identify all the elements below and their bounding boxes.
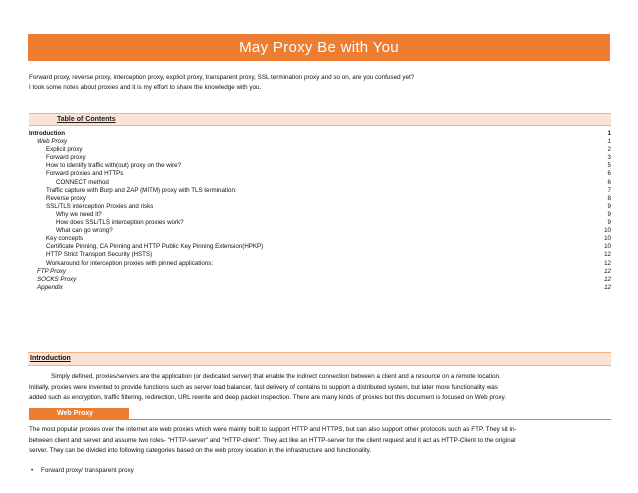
- intro-text: [29, 73, 609, 93]
- web-proxy-heading-rule: [29, 419, 611, 420]
- web-proxy-line-2: between client and server and assume two roles- "HTTP-server" and "HTTP-client". They act like an HTTP-server for the client request and it act as HTTP-Client to the original: [29, 436, 516, 444]
- toc-entry-page: 2: [607, 146, 611, 154]
- toc-entry-page: 1: [607, 138, 611, 146]
- web-proxy-heading: Web Proxy: [57, 410, 94, 417]
- toc-entry-title: Why we need it?: [56, 210, 102, 218]
- bullet-text: Forward proxy/ transparent proxy: [41, 467, 134, 474]
- toc-entry-page: 9: [607, 202, 611, 210]
- toc-entry-page: 10: [604, 243, 611, 251]
- toc-entry[interactable]: [29, 219, 611, 227]
- introduction-body: [29, 372, 609, 404]
- toc-entry-page: 12: [604, 267, 611, 275]
- toc-entry[interactable]: [29, 260, 611, 268]
- toc-entry-title: Forward proxies and HTTPs: [46, 170, 124, 178]
- toc-entry-title: Key concepts: [46, 235, 84, 243]
- web-proxy-heading-bar: [29, 408, 611, 420]
- toc-entry[interactable]: [29, 154, 611, 162]
- toc-entry-page: 10: [604, 235, 611, 243]
- toc-entry[interactable]: [29, 227, 611, 235]
- toc-heading-bar: [29, 113, 611, 126]
- toc-entry-page: 9: [607, 219, 611, 227]
- toc-entry-page: 12: [604, 283, 611, 291]
- toc-entry[interactable]: [29, 138, 611, 146]
- toc-entry[interactable]: [29, 187, 611, 195]
- toc-entry[interactable]: [29, 235, 611, 243]
- introduction-heading: Introduction: [30, 355, 71, 362]
- toc-entry[interactable]: [29, 284, 611, 292]
- toc-entry-page: 10: [604, 227, 611, 235]
- intro-line-2: I took some notes about proxies and it is my effort to share the knowledge with you.: [29, 84, 262, 91]
- toc-entry-page: 12: [604, 259, 611, 267]
- toc-entry[interactable]: [29, 130, 611, 138]
- toc-entry-page: 1: [607, 130, 611, 137]
- toc-entry[interactable]: [29, 203, 611, 211]
- document-title: May Proxy Be with You: [28, 34, 610, 61]
- toc-entry-page: 12: [604, 275, 611, 283]
- introduction-para-line: [29, 372, 609, 383]
- toc-entry-title: Reverse proxy: [46, 194, 86, 202]
- toc-entry-page: 6: [607, 178, 611, 186]
- toc-entry-title: Forward proxy: [46, 154, 86, 162]
- toc-entry-title: Introduction: [29, 130, 66, 137]
- web-proxy-line-3: server. They can be divided into following categories based on the web proxy location in the infrastructure and functionality.: [29, 447, 372, 455]
- toc-entry-title: HTTP Strict Transport Security (HSTS): [46, 251, 153, 259]
- toc-entry-page: 8: [607, 194, 611, 202]
- toc-entry[interactable]: [29, 146, 611, 154]
- toc-entry-title: Traffic capture with Burp and ZAP (MITM) proxy with TLS termination:: [46, 186, 237, 194]
- toc-entry-page: 7: [607, 186, 611, 194]
- toc-entry[interactable]: [29, 195, 611, 203]
- toc-entry[interactable]: [29, 276, 611, 284]
- toc-entry[interactable]: [29, 179, 611, 187]
- introduction-heading-bar: [28, 352, 611, 366]
- toc-entry-title: What can go wrong?: [56, 227, 113, 235]
- web-proxy-line-1: The most popular proxies over the internet are web proxies which were mainly built to support HTTP and HTTPS, but can also support other protocols such as FTP. They sit in-: [29, 426, 517, 433]
- toc-entry[interactable]: [29, 243, 611, 251]
- toc-entry[interactable]: [29, 170, 611, 178]
- toc-entry-title: Workaround for interception proxies with pinned applications:: [46, 259, 214, 267]
- introduction-line-2: Initially, proxies were invented to provide functions such as server load balancer, fast delivery of contains to support a distributed system, but later more functionality was: [29, 383, 498, 391]
- toc-entry-title: Certificate Pinning, CA Pinning and HTTP Public Key Pinning Extension(HPKP): [46, 243, 264, 251]
- toc-entry-title: Web Proxy: [37, 138, 68, 146]
- toc-entry-title: FTP Proxy: [37, 267, 66, 275]
- toc-entry-page: 6: [607, 170, 611, 178]
- intro-line-1: Forward proxy, reverse proxy, interception proxy, explicit proxy, transparent proxy, SSL termination proxy and so on, are you confused yet?: [29, 74, 415, 81]
- toc-entry[interactable]: [29, 251, 611, 259]
- toc-entry-title: How to identify traffic with(out) proxy on the wire?: [46, 162, 182, 170]
- toc-entry-title: CONNECT method: [56, 178, 109, 186]
- toc-entry-title: Appendix: [37, 283, 63, 291]
- introduction-line-1: Simply defined, proxies/servers are the application (or dedicated server) that enable the indirect connection between a client and a resource on a remote location.: [51, 373, 501, 380]
- toc-heading: Table of Contents: [57, 116, 116, 123]
- toc-entry[interactable]: [29, 162, 611, 170]
- table-of-contents: [29, 130, 611, 292]
- toc-entry-title: How does SSL/TLS interception proxies work?: [56, 219, 184, 227]
- toc-entry[interactable]: [29, 268, 611, 276]
- bullet-item: [31, 466, 134, 476]
- toc-entry-page: 9: [607, 210, 611, 218]
- toc-entry-title: SSL/TLS interception Proxies and risks: [46, 202, 154, 210]
- toc-entry-page: 12: [604, 251, 611, 259]
- web-proxy-body: [29, 425, 609, 457]
- introduction-line-3: added such as encryption, traffic filtering, redirection, URL rewrite and deep packet inspection. There are many kinds of proxies but this document is focused on Web proxy.: [29, 394, 507, 402]
- toc-entry-title: SOCKS Proxy: [37, 275, 77, 283]
- toc-entry-page: 3: [607, 154, 611, 162]
- toc-entry-page: 5: [607, 162, 611, 170]
- toc-entry-title: Explicit proxy: [46, 146, 83, 154]
- toc-entry[interactable]: [29, 211, 611, 219]
- bullet-icon: •: [31, 467, 34, 474]
